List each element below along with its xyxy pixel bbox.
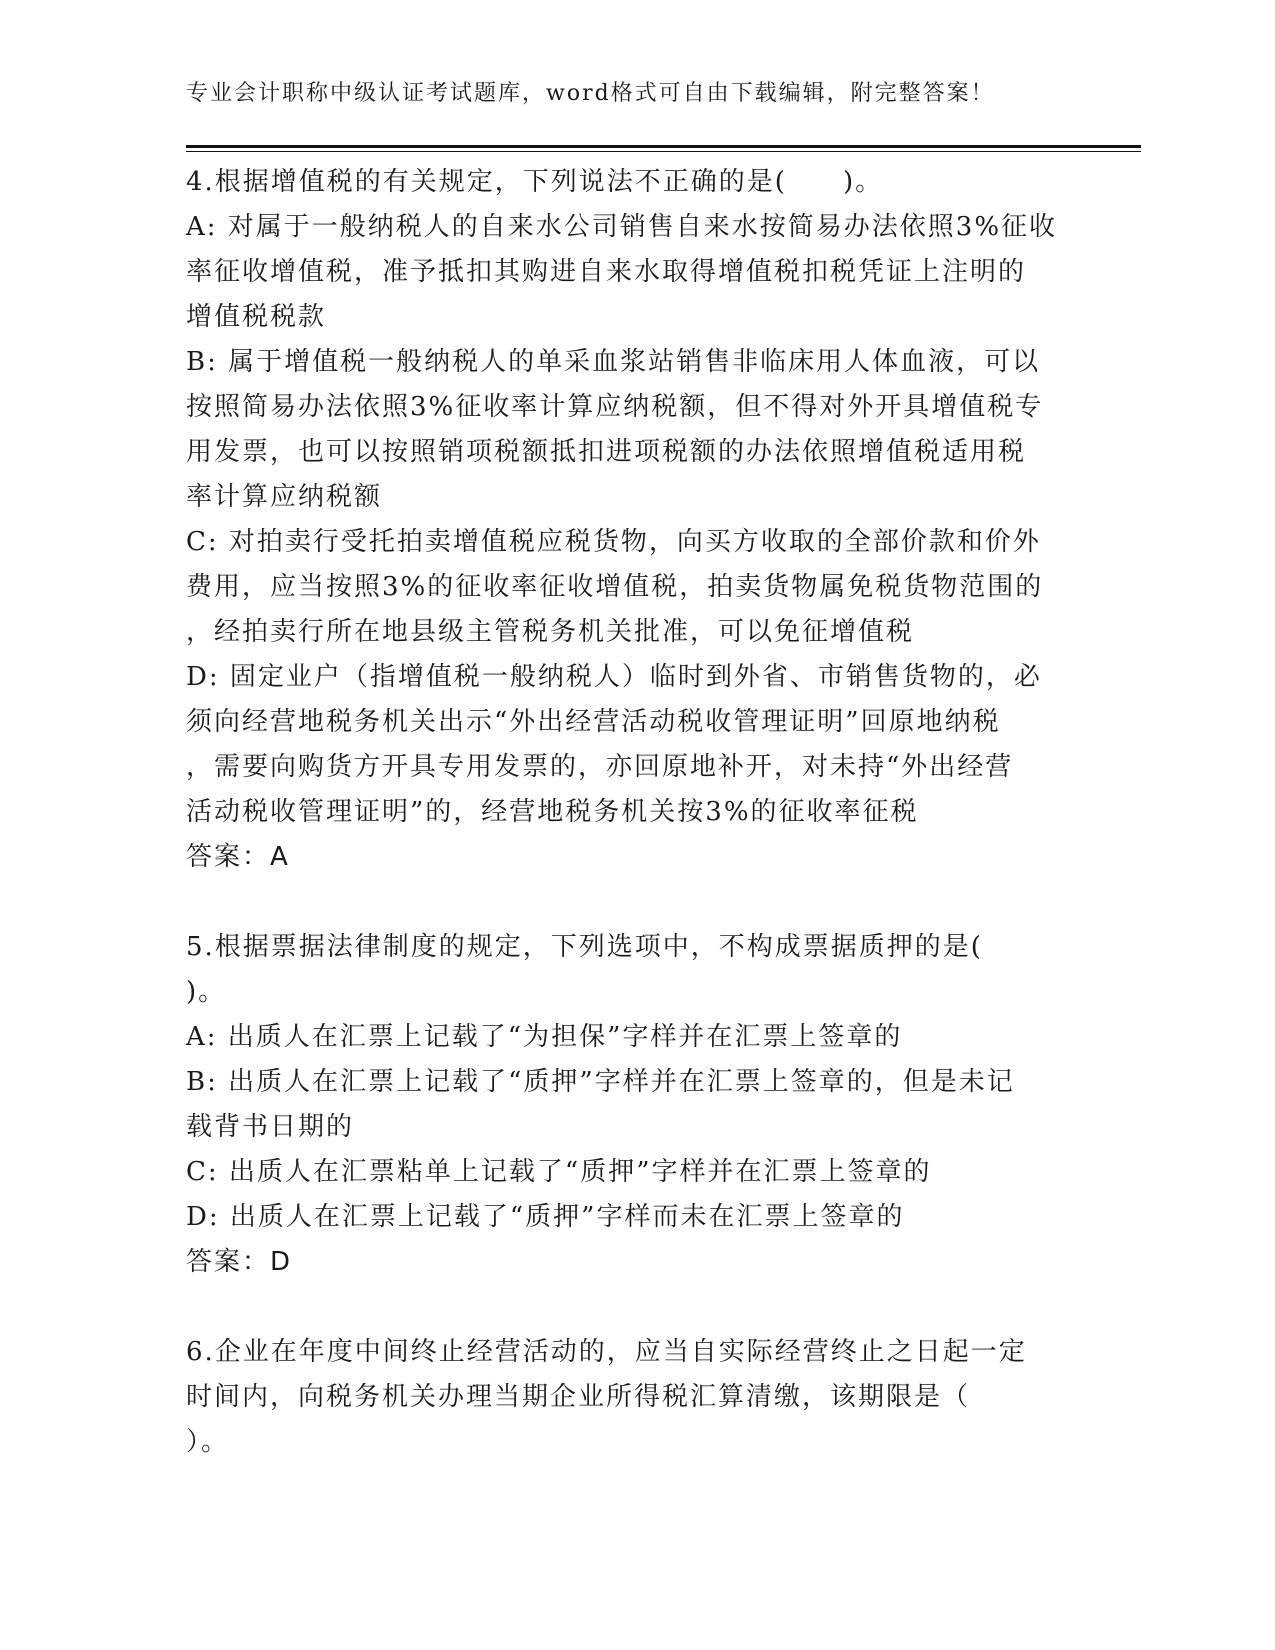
question-5 bbox=[186, 925, 1086, 1285]
question-text-line: ）。 bbox=[186, 1427, 230, 1457]
answer-label: 答案：A bbox=[186, 842, 290, 872]
option-line: D: 固定业户（指增值税一般纳税人）临时到外省、市销售货物的，必 bbox=[186, 662, 1042, 692]
option-line: A: 出质人在汇票上记载了“为担保”字样并在汇票上签章的 bbox=[186, 1022, 903, 1052]
option-line: 费用，应当按照3%的征收率征收增值税，拍卖货物属免税货物范围的 bbox=[186, 572, 1044, 602]
question-text-line: 5.根据票据法律制度的规定，下列选项中，不构成票据质押的是( bbox=[186, 932, 983, 962]
option-line: B: 属于增值税一般纳税人的单采血浆站销售非临床用人体血液，可以 bbox=[186, 347, 1041, 377]
option-line: 率征收增值税，准予抵扣其购进自来水取得增值税扣税凭证上注明的 bbox=[186, 257, 1027, 287]
question-text-line: 6.企业在年度中间终止经营活动的，应当自实际经营终止之日起一定 bbox=[186, 1337, 1027, 1367]
question-6 bbox=[186, 1330, 1086, 1465]
page-header: 专业会计职称中级认证考试题库，word格式可自由下载编辑，附完整答案！ bbox=[186, 81, 995, 106]
option-line: 须向经营地税务机关出示“外出经营活动税收管理证明”回原地纳税 bbox=[186, 707, 1001, 737]
option-line: 活动税收管理证明”的，经营地税务机关按3%的征收率征税 bbox=[186, 797, 919, 827]
question-text-line: 时间内，向税务机关办理当期企业所得税汇算清缴，该期限是（ bbox=[186, 1382, 971, 1412]
option-line: ，经拍卖行所在地县级主管税务机关批准，可以免征增值税 bbox=[186, 617, 915, 647]
option-line: C: 出质人在汇票粘单上记载了“质押”字样并在汇票上签章的 bbox=[186, 1157, 932, 1187]
option-line: 增值税税款 bbox=[186, 302, 327, 332]
option-line: ，需要向购货方开具专用发票的，亦回原地补开，对未持“外出经营 bbox=[186, 752, 1014, 782]
header-rule-thick bbox=[186, 145, 1141, 148]
question-list bbox=[186, 160, 1086, 1465]
question-4 bbox=[186, 160, 1086, 880]
spacer bbox=[186, 1285, 1086, 1330]
option-line: B: 出质人在汇票上记载了“质押”字样并在汇票上签章的，但是未记 bbox=[186, 1067, 1015, 1097]
option-line: C: 对拍卖行受托拍卖增值税应税货物，向买方收取的全部价款和价外 bbox=[186, 527, 1041, 557]
option-line: 率计算应纳税额 bbox=[186, 482, 383, 512]
option-line: 用发票，也可以按照销项税额抵扣进项税额的办法依照增值税适用税 bbox=[186, 437, 1027, 467]
spacer bbox=[186, 880, 1086, 925]
answer-label: 答案：D bbox=[186, 1247, 293, 1277]
option-line: 载背书日期的 bbox=[186, 1112, 355, 1142]
question-text-line: 4.根据增值税的有关规定，下列说法不正确的是( )。 bbox=[186, 167, 884, 197]
question-text-line: )。 bbox=[186, 977, 227, 1007]
option-line: A: 对属于一般纳税人的自来水公司销售自来水按简易办法依照3%征收 bbox=[186, 212, 1058, 242]
option-line: 按照简易办法依照3%征收率计算应纳税额，但不得对外开具增值税专 bbox=[186, 392, 1044, 422]
header-rule-thin bbox=[186, 151, 1141, 152]
option-line: D: 出质人在汇票上记载了“质押”字样而未在汇票上签章的 bbox=[186, 1202, 905, 1232]
